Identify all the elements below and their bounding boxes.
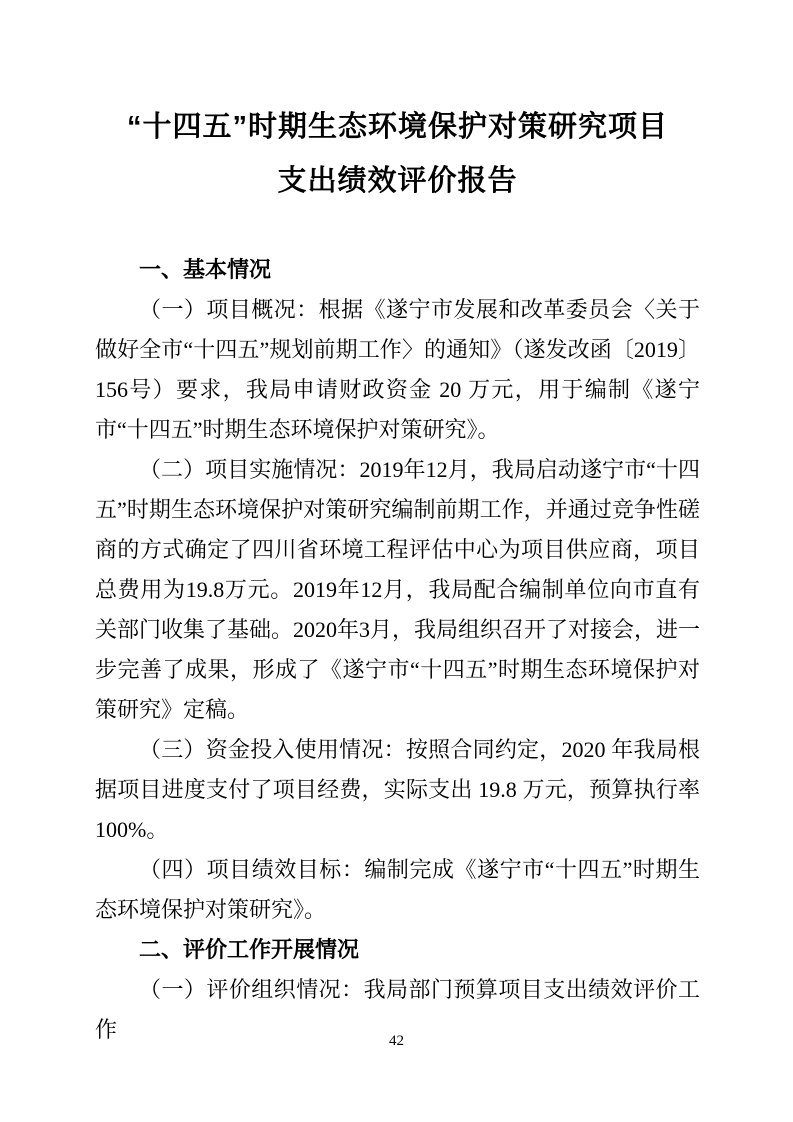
section-heading-basic-situation: 一、基本情况 [139,257,272,282]
page-number: 42 [389,1033,404,1049]
paragraph-evaluation-organization: （一）评价组织情况：我局部门预算项目支出绩效评价工作 [95,977,700,1042]
document-title [95,100,700,208]
document-body [95,250,700,1050]
document-title-line1: “十四五”时期生态环境保护对策研究项目 [126,111,668,143]
paragraph-project-overview: （一）项目概况：根据《遂宁市发展和改革委员会〈关于做好全市“十四五”规划前期工作〉的通知》（遂发改函〔2019〕156号）要求，我局申请财政资金 20 万元，用于编制《遂宁市“十四五”时期生态环境保护对策研究》。 [95,297,700,442]
document-title-line2: 支出绩效评价报告 [277,165,518,197]
paragraph-performance-goal: （四）项目绩效目标：编制完成《遂宁市“十四五”时期生态环境保护对策研究》。 [95,857,700,922]
section-heading-evaluation-work: 二、评价工作开展情况 [139,937,360,962]
paragraph-project-implementation: （二）项目实施情况：2019年12月，我局启动遂宁市“十四五”时期生态环境保护对策研究编制前期工作，并通过竞争性磋商的方式确定了四川省环境工程评估中心为项目供应商，项目总费用为19.8万元。2019年12月，我局配合编制单位向市直有关部门收集了基础。2020年3月，我局组织召开了对接会，进一步完善了成果，形成了《遂宁市“十四五”时期生态环境保护对策研究》定稿。 [95,457,701,722]
paragraph-funding-usage: （三）资金投入使用情况：按照合同约定，2020 年我局根据项目进度支付了项目经费，实际支出 19.8 万元，预算执行率100%。 [95,737,700,842]
